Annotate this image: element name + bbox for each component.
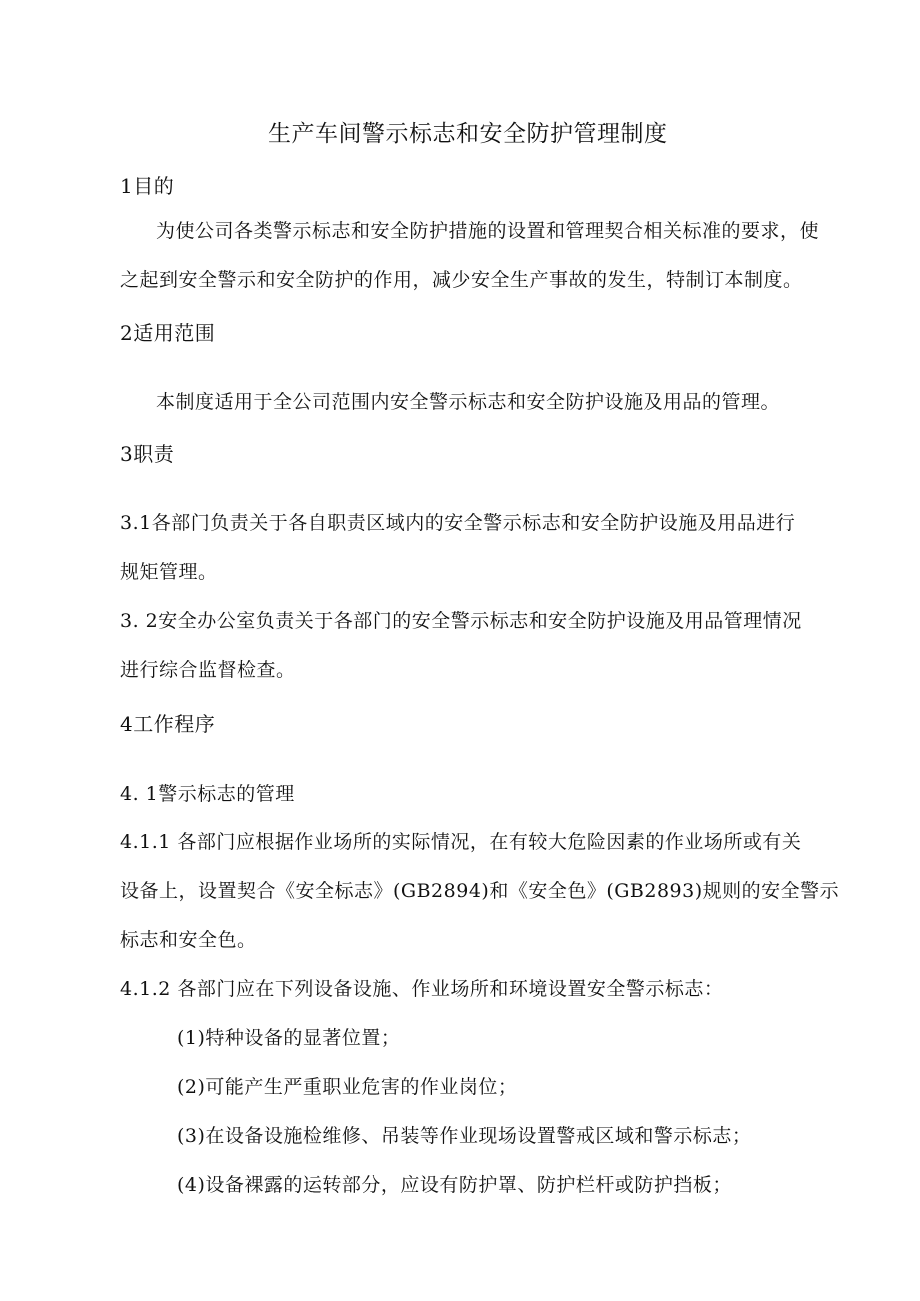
paragraph-line: 设备上，设置契合《安全标志》(GB2894)和《安全色》(GB2893)规则的安全警示 [120,880,840,902]
paragraph-line: 标志和安全色。 [120,929,257,951]
paragraph-line: 本制度适用于全公司范围内安全警示标志和安全防护设施及用品的管理。 [156,391,781,413]
paragraph-line: 3. 2安全办公室负责关于各部门的安全警示标志和安全防护设施及用品管理情况 [120,610,802,632]
paragraph-line: 进行综合监督检查。 [120,659,296,681]
section-heading-procedures: 4工作程序 [120,712,216,736]
document-title: 生产车间警示标志和安全防护管理制度 [268,121,668,147]
list-item: (1)特种设备的显著位置； [177,1027,401,1049]
list-item: (4)设备裸露的运转部分，应设有防护罩、防护栏杆或防护挡板； [177,1174,732,1196]
paragraph-line: 3.1各部门负责关于各自职责区域内的安全警示标志和安全防护设施及用品进行 [120,512,796,534]
section-heading-scope: 2适用范围 [120,321,216,345]
paragraph-line: 规矩管理。 [120,561,218,583]
list-item: (3)在设备设施检维修、吊装等作业现场设置警戒区域和警示标志； [177,1125,752,1147]
subsection-heading: 4. 1警示标志的管理 [120,783,295,805]
paragraph-line: 之起到安全警示和安全防护的作用，减少安全生产事故的发生，特制订本制度。 [120,269,803,291]
paragraph-line: 4.1.2 各部门应在下列设备设施、作业场所和环境设置安全警示标志： [120,978,724,1000]
paragraph-line: 4.1.1 各部门应根据作业场所的实际情况，在有较大危险因素的作业场所或有关 [120,831,802,853]
section-heading-purpose: 1目的 [120,174,175,198]
section-heading-responsibilities: 3职责 [120,442,175,466]
list-item: (2)可能产生严重职业危害的作业岗位； [177,1076,518,1098]
paragraph-line: 为使公司各类警示标志和安全防护措施的设置和管理契合相关标准的要求，使 [156,220,820,242]
